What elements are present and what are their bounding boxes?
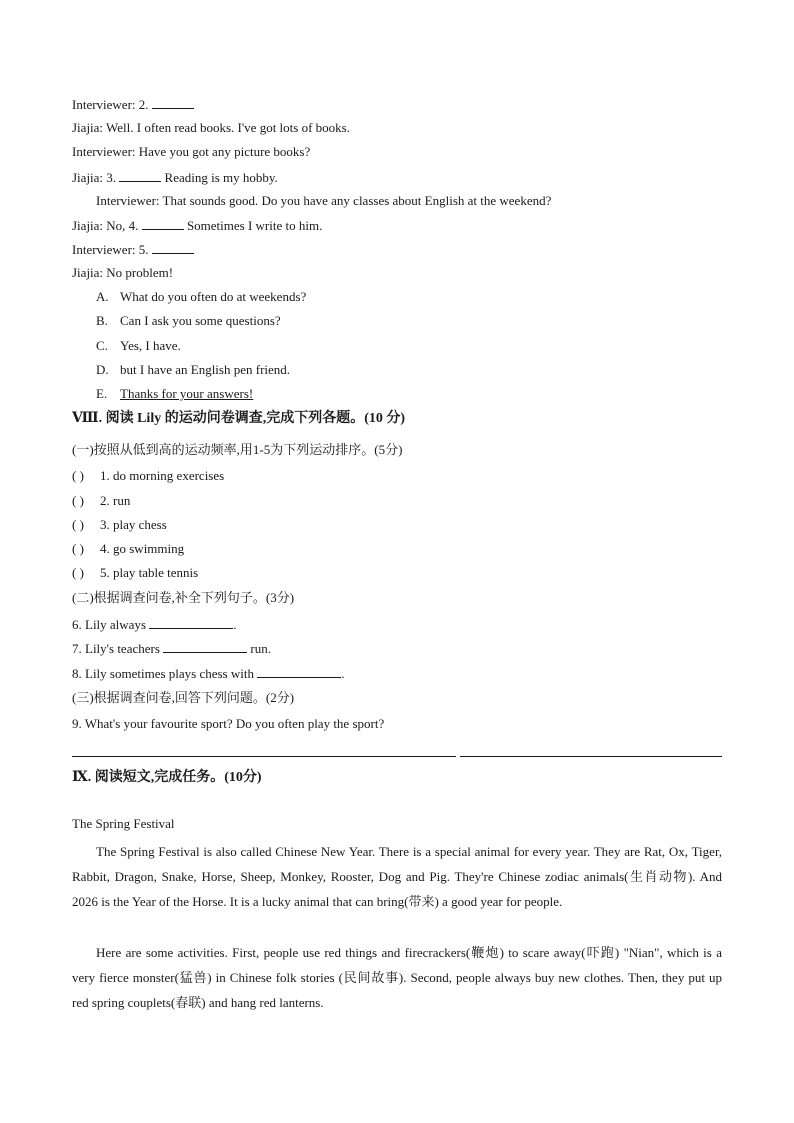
answer-blank-7[interactable] xyxy=(163,640,247,653)
answer-blank-3[interactable] xyxy=(119,169,161,182)
rank-item-1: ( ) 1. do morning exercises xyxy=(72,468,225,483)
section-9-heading: Ⅸ. 阅读短文,完成任务。(10分) xyxy=(72,770,262,785)
dialogue-line-7: Interviewer: 5. xyxy=(72,241,194,258)
answer-line-left[interactable] xyxy=(72,756,456,757)
option-e: E. Thanks for your answers! xyxy=(96,386,254,401)
dialogue-line-1: Interviewer: 2. xyxy=(72,96,194,113)
rank-answer-box[interactable]: ( ) xyxy=(72,517,84,532)
dialogue-line-2: Jiajia: Well. I often read books. I've got lots of books. xyxy=(72,120,350,135)
section-8-part-2: (二)根据调查问卷,补全下列句子。(3分) xyxy=(72,590,295,605)
section-8-part-1: (一)按照从低到高的运动频率,用1-5为下列运动排序。(5分) xyxy=(72,442,403,457)
answer-blank-5[interactable] xyxy=(152,241,194,254)
question-6: 6. Lily always . xyxy=(72,617,237,632)
option-d: D. but I have an English pen friend. xyxy=(96,362,291,377)
dialogue-line-8: Jiajia: No problem! xyxy=(72,265,174,280)
option-a: A. What do you often do at weekends? xyxy=(96,289,307,304)
dialogue-line-3: Interviewer: Have you got any picture books? xyxy=(72,144,311,159)
answer-blank-8[interactable] xyxy=(257,665,341,678)
rank-answer-box[interactable]: ( ) xyxy=(72,565,84,580)
answer-line-right[interactable] xyxy=(460,756,722,757)
rank-answer-box[interactable]: ( ) xyxy=(72,493,84,508)
answer-blank-2[interactable] xyxy=(152,96,194,109)
rank-answer-box[interactable]: ( ) xyxy=(72,541,84,556)
section-8-heading: Ⅷ. 阅读 Lily 的运动问卷调查,完成下列各题。(10 分) xyxy=(72,411,406,426)
passage-paragraph-2: Here are some activities. First, people use red things and firecrackers(鞭炮) to scare away(吓跑) "Nian", which is a very fierce monster(猛兽) in Chinese folk stories (民间故事). Second, people always buy new clothes. Then, they put up red spring couplets(春联) and hang red lanterns. xyxy=(72,945,722,1010)
dialogue-line-4: Jiajia: 3. Reading is my hobby. xyxy=(72,170,278,185)
rank-item-3: ( ) 3. play chess xyxy=(72,517,167,532)
passage-title: The Spring Festival xyxy=(72,816,175,831)
section-8-part-3: (三)根据调查问卷,回答下列问题。(2分) xyxy=(72,690,295,705)
passage-paragraph-1: The Spring Festival is also called Chinese New Year. There is a special animal for every year. They are Rat, Ox, Tiger, Rabbit, Dragon, Snake, Horse, Sheep, Monkey, Rooster, Dog and Pig. They're Chinese zodiac animals(生肖动物). And 2026 is the Year of the Horse. It is a lucky animal that can bring(带来) a good year for people. xyxy=(72,844,722,909)
rank-item-2: ( ) 2. run xyxy=(72,493,131,508)
question-8: 8. Lily sometimes plays chess with . xyxy=(72,666,345,681)
answer-blank-6[interactable] xyxy=(149,616,233,629)
question-9: 9. What's your favourite sport? Do you often play the sport? xyxy=(72,716,385,731)
rank-item-4: ( ) 4. go swimming xyxy=(72,541,185,556)
dialogue-line-5: Interviewer: That sounds good. Do you have any classes about English at the weekend? xyxy=(96,193,552,208)
answer-blank-4[interactable] xyxy=(142,217,184,230)
rank-item-5: ( ) 5. play table tennis xyxy=(72,565,199,580)
option-b: B. Can I ask you some questions? xyxy=(96,313,281,328)
dialogue-line-6: Jiajia: No, 4. Sometimes I write to him. xyxy=(72,218,323,233)
option-c: C. Yes, I have. xyxy=(96,338,181,353)
rank-answer-box[interactable]: ( ) xyxy=(72,468,84,483)
question-7: 7. Lily's teachers run. xyxy=(72,641,271,656)
